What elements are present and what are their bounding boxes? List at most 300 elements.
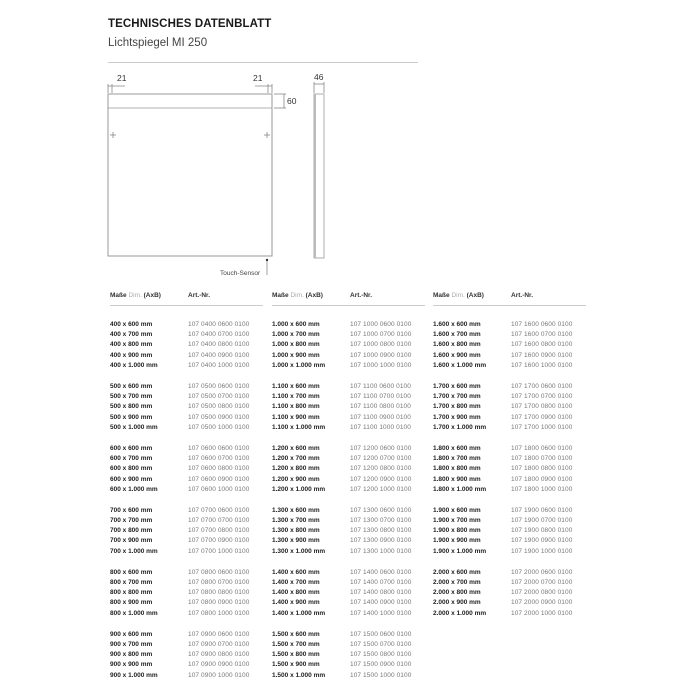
article-number-cell: 107 0500 0800 0100	[188, 403, 250, 411]
article-table-column	[110, 290, 270, 691]
table-row	[110, 536, 270, 546]
size-cell: 1.300 x 800 mm	[272, 527, 320, 535]
article-number-cell: 107 1900 0800 0100	[511, 527, 573, 535]
size-cell: 1.500 x 900 mm	[272, 661, 320, 669]
size-group	[272, 505, 432, 556]
article-number-cell: 107 0400 1000 0100	[188, 361, 250, 369]
article-number-cell: 107 0600 0900 0100	[188, 475, 250, 483]
size-cell: 1.500 x 600 mm	[272, 630, 320, 638]
dim-strip-label: 60	[287, 96, 297, 106]
size-cell: 1.600 x 900 mm	[433, 351, 481, 359]
size-cell: 900 x 600 mm	[110, 630, 153, 638]
size-group	[110, 567, 270, 618]
table-row	[110, 443, 270, 453]
size-header	[272, 292, 350, 299]
table-row	[272, 464, 432, 474]
article-number-cell: 107 0700 0700 0100	[188, 516, 250, 524]
table-row	[433, 391, 593, 401]
table-row	[110, 422, 270, 432]
size-cell: 800 x 900 mm	[110, 599, 153, 607]
table-row	[110, 629, 270, 639]
table-row	[110, 639, 270, 649]
size-header-dim: Dim.	[290, 292, 304, 299]
article-number-cell: 107 1900 1000 0100	[511, 547, 573, 555]
size-cell: 1.200 x 1.000 mm	[272, 485, 326, 493]
size-cell: 700 x 700 mm	[110, 516, 153, 524]
size-cell: 600 x 800 mm	[110, 465, 153, 473]
table-row	[110, 505, 270, 515]
dim-right-label: 21	[253, 73, 263, 83]
article-number-cell: 107 1600 0800 0100	[511, 341, 573, 349]
size-header-axb: (AxB)	[305, 292, 323, 299]
table-row	[110, 340, 270, 350]
table-row	[433, 526, 593, 536]
table-row	[110, 464, 270, 474]
article-number-cell: 107 0500 0700 0100	[188, 392, 250, 400]
table-row	[110, 412, 270, 422]
table-row	[110, 360, 270, 370]
size-cell: 1.700 x 900 mm	[433, 413, 481, 421]
size-group	[272, 567, 432, 618]
article-number-cell: 107 1100 1000 0100	[350, 423, 411, 431]
table-row	[272, 412, 432, 422]
size-cell: 900 x 900 mm	[110, 661, 153, 669]
dim-left-label: 21	[117, 73, 127, 83]
size-group	[110, 443, 270, 494]
size-cell: 1.800 x 800 mm	[433, 465, 481, 473]
article-number-cell: 107 1700 1000 0100	[511, 423, 573, 431]
size-group	[433, 443, 593, 494]
size-cell: 500 x 1.000 mm	[110, 423, 158, 431]
table-row	[110, 670, 270, 680]
size-cell: 1.000 x 1.000 mm	[272, 361, 326, 369]
table-row	[272, 629, 432, 639]
table-row	[272, 598, 432, 608]
article-number-cell: 107 1600 1000 0100	[511, 361, 573, 369]
table-row	[272, 391, 432, 401]
article-number-cell: 107 1000 0600 0100	[350, 320, 412, 328]
size-cell: 1.400 x 600 mm	[272, 568, 320, 576]
table-row	[110, 546, 270, 556]
size-cell: 2.000 x 800 mm	[433, 589, 481, 597]
size-cell: 1.300 x 700 mm	[272, 516, 320, 524]
size-cell: 800 x 600 mm	[110, 568, 153, 576]
table-row	[272, 422, 432, 432]
table-row	[433, 412, 593, 422]
table-header-divider	[433, 305, 586, 306]
article-number-cell: 107 1700 0700 0100	[511, 392, 573, 400]
table-row	[433, 608, 593, 618]
table-row	[272, 660, 432, 670]
article-number-cell: 107 1100 0800 0100	[350, 403, 411, 411]
size-cell: 600 x 900 mm	[110, 475, 153, 483]
table-row	[433, 515, 593, 525]
size-cell: 1.800 x 700 mm	[433, 454, 481, 462]
table-row	[110, 391, 270, 401]
table-row	[110, 381, 270, 391]
article-number-cell: 107 0700 0800 0100	[188, 527, 250, 535]
table-row	[433, 536, 593, 546]
article-number-cell: 107 1000 0800 0100	[350, 341, 412, 349]
table-row	[272, 670, 432, 680]
article-number-cell: 107 1800 0700 0100	[511, 454, 573, 462]
size-cell: 1.200 x 800 mm	[272, 465, 320, 473]
size-cell: 1.800 x 600 mm	[433, 444, 481, 452]
article-number-cell: 107 0400 0900 0100	[188, 351, 250, 359]
table-row	[272, 443, 432, 453]
document-title: TECHNISCHES DATENBLATT	[108, 18, 272, 30]
size-cell: 2.000 x 700 mm	[433, 578, 481, 586]
size-cell: 900 x 700 mm	[110, 640, 153, 648]
table-row	[272, 546, 432, 556]
article-number-cell: 107 1700 0800 0100	[511, 403, 573, 411]
table-row	[110, 350, 270, 360]
size-cell: 400 x 900 mm	[110, 351, 153, 359]
table-row	[110, 588, 270, 598]
size-cell: 2.000 x 900 mm	[433, 599, 481, 607]
article-number-cell: 107 1200 0800 0100	[350, 465, 412, 473]
article-number-cell: 107 0600 1000 0100	[188, 485, 250, 493]
table-row	[433, 484, 593, 494]
size-cell: 900 x 800 mm	[110, 651, 153, 659]
size-group	[110, 629, 270, 680]
table-row	[433, 422, 593, 432]
size-cell: 1.200 x 600 mm	[272, 444, 320, 452]
size-header	[433, 292, 511, 299]
article-number-cell: 107 0800 0900 0100	[188, 599, 250, 607]
size-header-dim: Dim.	[128, 292, 142, 299]
article-number-cell: 107 1200 0700 0100	[350, 454, 412, 462]
size-cell: 1.900 x 800 mm	[433, 527, 481, 535]
size-cell: 600 x 1.000 mm	[110, 485, 158, 493]
article-number-cell: 107 1400 0800 0100	[350, 589, 412, 597]
article-number-cell: 107 1000 0900 0100	[350, 351, 412, 359]
size-cell: 700 x 800 mm	[110, 527, 153, 535]
article-number-cell: 107 0900 0900 0100	[188, 661, 250, 669]
article-number-cell: 107 1800 0600 0100	[511, 444, 573, 452]
size-cell: 1.400 x 1.000 mm	[272, 609, 326, 617]
table-row	[272, 453, 432, 463]
size-group	[272, 629, 432, 680]
table-row	[272, 567, 432, 577]
article-number-cell: 107 1000 0700 0100	[350, 330, 412, 338]
article-number-cell: 107 0900 0700 0100	[188, 640, 250, 648]
article-number-cell: 107 1200 0600 0100	[350, 444, 412, 452]
size-cell: 1.700 x 600 mm	[433, 382, 481, 390]
article-number-cell: 107 0400 0800 0100	[188, 341, 250, 349]
table-row	[110, 329, 270, 339]
article-number-cell: 107 1600 0900 0100	[511, 351, 573, 359]
size-group	[433, 567, 593, 618]
touch-sensor-label: Touch-Sensor	[220, 270, 261, 277]
table-row	[433, 588, 593, 598]
size-cell: 1.400 x 700 mm	[272, 578, 320, 586]
size-cell: 2.000 x 600 mm	[433, 568, 481, 576]
article-number-cell: 107 0400 0700 0100	[188, 330, 250, 338]
article-number-cell: 107 1300 0900 0100	[350, 537, 412, 545]
size-cell: 1.100 x 1.000 mm	[272, 423, 326, 431]
size-cell: 900 x 1.000 mm	[110, 671, 158, 679]
size-cell: 1.200 x 700 mm	[272, 454, 320, 462]
table-row	[272, 639, 432, 649]
article-number-cell: 107 0900 0600 0100	[188, 630, 250, 638]
table-row	[110, 515, 270, 525]
article-number-cell: 107 0800 0800 0100	[188, 589, 250, 597]
size-cell: 1.000 x 600 mm	[272, 320, 320, 328]
size-cell: 1.600 x 700 mm	[433, 330, 481, 338]
article-number-cell: 107 1000 1000 0100	[350, 361, 412, 369]
article-number-cell: 107 1500 0800 0100	[350, 651, 412, 659]
table-row	[433, 402, 593, 412]
table-header	[110, 290, 270, 301]
article-number-cell: 107 0500 0600 0100	[188, 382, 250, 390]
article-number-cell: 107 1500 0700 0100	[350, 640, 412, 648]
table-row	[110, 484, 270, 494]
size-cell: 1.000 x 900 mm	[272, 351, 320, 359]
article-number-cell: 107 0600 0700 0100	[188, 454, 250, 462]
size-cell: 1.300 x 600 mm	[272, 506, 320, 514]
article-number-cell: 107 2000 0800 0100	[511, 589, 573, 597]
article-number-cell: 107 1500 0600 0100	[350, 630, 412, 638]
table-row	[272, 608, 432, 618]
article-number-cell: 107 1700 0900 0100	[511, 413, 573, 421]
table-row	[110, 660, 270, 670]
table-row	[433, 443, 593, 453]
size-cell: 2.000 x 1.000 mm	[433, 609, 487, 617]
table-row	[433, 340, 593, 350]
article-number-cell: 107 1900 0900 0100	[511, 537, 573, 545]
table-row	[110, 650, 270, 660]
size-cell: 1.700 x 1.000 mm	[433, 423, 487, 431]
article-number-cell: 107 1200 1000 0100	[350, 485, 412, 493]
table-row	[110, 608, 270, 618]
table-header	[433, 290, 593, 301]
size-cell: 1.500 x 800 mm	[272, 651, 320, 659]
art-header: Art.-Nr.	[188, 292, 211, 299]
table-row	[110, 567, 270, 577]
size-cell: 800 x 1.000 mm	[110, 609, 158, 617]
size-group	[433, 505, 593, 556]
article-number-cell: 107 1300 1000 0100	[350, 547, 412, 555]
size-group	[272, 319, 432, 370]
article-number-cell: 107 1100 0700 0100	[350, 392, 411, 400]
table-row	[272, 588, 432, 598]
size-group	[272, 443, 432, 494]
size-header	[110, 292, 188, 299]
table-row	[272, 650, 432, 660]
table-row	[110, 598, 270, 608]
table-row	[433, 546, 593, 556]
table-row	[433, 505, 593, 515]
table-row	[433, 319, 593, 329]
article-number-cell: 107 2000 0700 0100	[511, 578, 573, 586]
article-number-cell: 107 0500 0900 0100	[188, 413, 250, 421]
size-header-label: Maße	[110, 292, 127, 299]
dim-depth-label: 46	[314, 72, 324, 82]
size-cell: 1.900 x 1.000 mm	[433, 547, 487, 555]
article-number-cell: 107 0800 1000 0100	[188, 609, 250, 617]
table-row	[433, 381, 593, 391]
header-divider	[108, 62, 418, 63]
article-number-cell: 107 2000 1000 0100	[511, 609, 573, 617]
article-number-cell: 107 0500 1000 0100	[188, 423, 250, 431]
article-number-cell: 107 1900 0600 0100	[511, 506, 573, 514]
article-number-cell: 107 1300 0800 0100	[350, 527, 412, 535]
article-number-cell: 107 1300 0700 0100	[350, 516, 412, 524]
art-header: Art.-Nr.	[350, 292, 373, 299]
size-group	[433, 381, 593, 432]
size-cell: 1.000 x 700 mm	[272, 330, 320, 338]
table-row	[110, 474, 270, 484]
size-cell: 1.900 x 600 mm	[433, 506, 481, 514]
table-row	[110, 319, 270, 329]
article-number-cell: 107 1100 0900 0100	[350, 413, 411, 421]
size-header-axb: (AxB)	[143, 292, 161, 299]
article-number-cell: 107 1100 0600 0100	[350, 382, 411, 390]
table-row	[110, 577, 270, 587]
table-row	[110, 402, 270, 412]
article-number-cell: 107 0800 0600 0100	[188, 568, 250, 576]
article-number-cell: 107 1300 0600 0100	[350, 506, 412, 514]
table-header-divider	[110, 305, 263, 306]
size-cell: 1.400 x 800 mm	[272, 589, 320, 597]
article-number-cell: 107 2000 0600 0100	[511, 568, 573, 576]
size-cell: 400 x 800 mm	[110, 341, 153, 349]
table-row	[272, 526, 432, 536]
size-cell: 500 x 700 mm	[110, 392, 153, 400]
table-row	[433, 598, 593, 608]
size-cell: 1.100 x 800 mm	[272, 403, 320, 411]
size-cell: 1.100 x 900 mm	[272, 413, 320, 421]
table-row	[272, 577, 432, 587]
table-row	[433, 329, 593, 339]
article-number-cell: 107 0600 0600 0100	[188, 444, 250, 452]
size-cell: 500 x 600 mm	[110, 382, 153, 390]
size-cell: 800 x 800 mm	[110, 589, 153, 597]
article-number-cell: 107 1600 0600 0100	[511, 320, 573, 328]
size-cell: 1.800 x 900 mm	[433, 475, 481, 483]
size-cell: 1.600 x 600 mm	[433, 320, 481, 328]
size-cell: 1.700 x 800 mm	[433, 403, 481, 411]
article-number-cell: 107 1500 1000 0100	[350, 671, 412, 679]
table-row	[433, 453, 593, 463]
table-row	[272, 350, 432, 360]
article-number-cell: 107 0600 0800 0100	[188, 465, 250, 473]
article-number-cell: 107 1800 0800 0100	[511, 465, 573, 473]
size-group	[272, 381, 432, 432]
size-cell: 1.900 x 900 mm	[433, 537, 481, 545]
size-cell: 400 x 700 mm	[110, 330, 153, 338]
article-number-cell: 107 1900 0700 0100	[511, 516, 573, 524]
size-cell: 1.400 x 900 mm	[272, 599, 320, 607]
table-row	[272, 505, 432, 515]
size-cell: 400 x 1.000 mm	[110, 361, 158, 369]
art-header: Art.-Nr.	[511, 292, 534, 299]
article-number-cell: 107 0900 1000 0100	[188, 671, 250, 679]
size-cell: 600 x 600 mm	[110, 444, 153, 452]
size-cell: 1.600 x 1.000 mm	[433, 361, 487, 369]
article-number-cell: 107 2000 0900 0100	[511, 599, 573, 607]
size-header-label: Maße	[433, 292, 450, 299]
technical-drawing	[100, 65, 350, 280]
article-number-cell: 107 0700 0900 0100	[188, 537, 250, 545]
table-row	[433, 567, 593, 577]
size-cell: 500 x 900 mm	[110, 413, 153, 421]
size-cell: 1.900 x 700 mm	[433, 516, 481, 524]
table-row	[433, 360, 593, 370]
table-row	[272, 474, 432, 484]
article-number-cell: 107 1500 0900 0100	[350, 661, 412, 669]
size-cell: 1.100 x 600 mm	[272, 382, 320, 390]
article-number-cell: 107 0900 0800 0100	[188, 651, 250, 659]
article-table-column	[433, 290, 593, 629]
article-number-cell: 107 1600 0700 0100	[511, 330, 573, 338]
table-row	[433, 577, 593, 587]
size-cell: 1.300 x 900 mm	[272, 537, 320, 545]
size-cell: 1.100 x 700 mm	[272, 392, 320, 400]
table-row	[272, 402, 432, 412]
table-row	[272, 329, 432, 339]
size-group	[110, 381, 270, 432]
size-cell: 1.600 x 800 mm	[433, 341, 481, 349]
table-row	[272, 484, 432, 494]
table-row	[433, 474, 593, 484]
size-cell: 1.500 x 1.000 mm	[272, 671, 326, 679]
size-cell: 700 x 1.000 mm	[110, 547, 158, 555]
size-header-dim: Dim.	[451, 292, 465, 299]
size-cell: 800 x 700 mm	[110, 578, 153, 586]
table-row	[110, 526, 270, 536]
article-table-column	[272, 290, 432, 691]
article-number-cell: 107 1400 0900 0100	[350, 599, 412, 607]
size-cell: 400 x 600 mm	[110, 320, 153, 328]
size-group	[110, 319, 270, 370]
table-row	[272, 319, 432, 329]
size-cell: 1.200 x 900 mm	[272, 475, 320, 483]
table-row	[272, 515, 432, 525]
table-row	[272, 360, 432, 370]
size-cell: 1.700 x 700 mm	[433, 392, 481, 400]
table-header-divider	[272, 305, 425, 306]
size-cell: 1.000 x 800 mm	[272, 341, 320, 349]
size-cell: 1.500 x 700 mm	[272, 640, 320, 648]
size-cell: 1.300 x 1.000 mm	[272, 547, 326, 555]
article-number-cell: 107 1700 0600 0100	[511, 382, 573, 390]
size-cell: 700 x 900 mm	[110, 537, 153, 545]
table-row	[433, 464, 593, 474]
table-header	[272, 290, 432, 301]
article-number-cell: 107 0800 0700 0100	[188, 578, 250, 586]
table-row	[272, 381, 432, 391]
article-number-cell: 107 1400 1000 0100	[350, 609, 412, 617]
table-row	[110, 453, 270, 463]
size-cell: 500 x 800 mm	[110, 403, 153, 411]
table-row	[433, 350, 593, 360]
article-number-cell: 107 1400 0600 0100	[350, 568, 412, 576]
size-group	[110, 505, 270, 556]
size-cell: 1.800 x 1.000 mm	[433, 485, 487, 493]
article-number-cell: 107 1800 1000 0100	[511, 485, 573, 493]
table-row	[272, 536, 432, 546]
article-number-cell: 107 1200 0900 0100	[350, 475, 412, 483]
article-number-cell: 107 0700 0600 0100	[188, 506, 250, 514]
size-header-label: Maße	[272, 292, 289, 299]
article-number-cell: 107 1400 0700 0100	[350, 578, 412, 586]
size-cell: 700 x 600 mm	[110, 506, 153, 514]
document-subtitle: Lichtspiegel MI 250	[108, 37, 208, 49]
table-row	[272, 340, 432, 350]
article-number-cell: 107 1800 0900 0100	[511, 475, 573, 483]
